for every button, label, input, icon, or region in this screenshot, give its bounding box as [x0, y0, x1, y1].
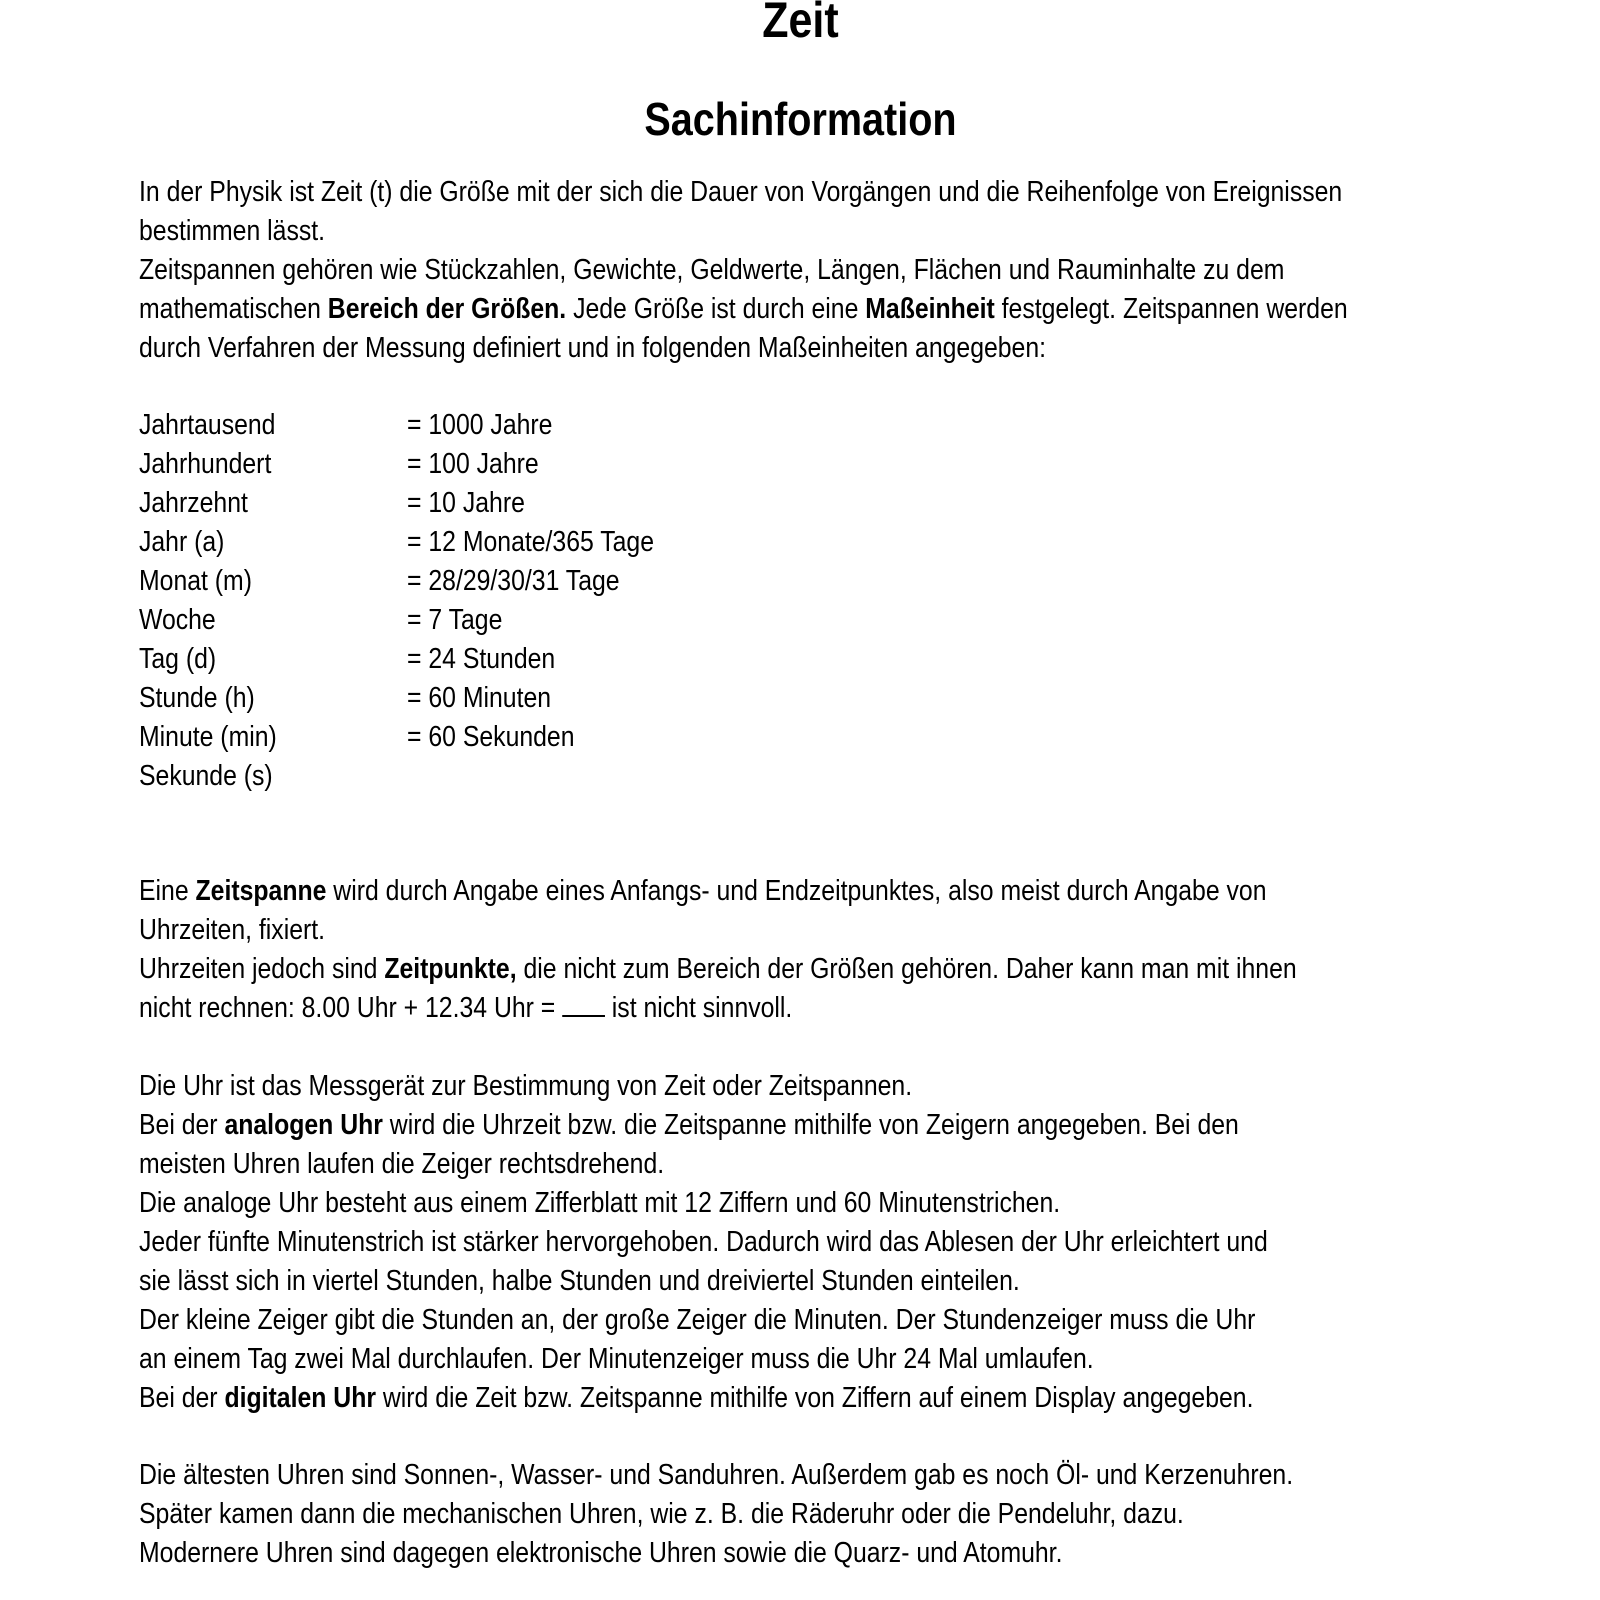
bold-term-bereich-der-groessen: Bereich der Größen.	[327, 293, 567, 325]
bold-term-masseinheit: Maßeinheit	[865, 293, 995, 325]
page-title-text: Zeit	[761, 0, 839, 48]
zeitspanne-line-1	[139, 872, 1266, 911]
text-run: nicht rechnen: 8.00 Uhr + 12.34 Uhr =	[139, 992, 563, 1024]
text-run: festgelegt. Zeitspannen werden	[994, 293, 1348, 325]
unit-name: Jahrtausend	[139, 409, 276, 441]
unit-value: = 12 Monate/365 Tage	[407, 526, 655, 558]
text-run: mathematischen	[139, 293, 328, 325]
unit-name: Tag (d)	[139, 643, 217, 675]
intro-line-3: Zeitspannen gehören wie Stückzahlen, Gewichte, Geldwerte, Längen, Flächen und Rauminhalte zu dem	[139, 254, 1285, 286]
text-run: Bei der	[139, 1382, 225, 1414]
unit-value: = 7 Tage	[407, 604, 503, 636]
uhr-line-3: meisten Uhren laufen die Zeiger rechtsdrehend.	[139, 1148, 665, 1180]
unit-value: = 60 Sekunden	[407, 721, 575, 753]
zeitspanne-line-3	[139, 950, 1297, 989]
uhr-line-9	[139, 1379, 1253, 1418]
text-run: Uhrzeiten jedoch sind	[139, 953, 385, 985]
zeitspanne-line-4	[139, 989, 792, 1028]
bold-term-digitalen-uhr: digitalen Uhr	[224, 1382, 376, 1414]
text-run: Eine	[139, 875, 196, 907]
text-run: Bei der	[139, 1109, 225, 1141]
geschichte-line-3: Modernere Uhren sind dagegen elektronische Uhren sowie die Quarz- und Atomuhr.	[139, 1537, 1063, 1569]
unit-value: = 60 Minuten	[407, 682, 552, 714]
section-title-text: Sachinformation	[643, 93, 957, 145]
section-title	[0, 91, 1600, 147]
unit-name: Woche	[139, 604, 216, 636]
intro-line-5: durch Verfahren der Messung definiert und in folgenden Maßeinheiten angegeben:	[139, 332, 1047, 364]
geschichte-line-2: Später kamen dann die mechanischen Uhren, wie z. B. die Räderuhr oder die Pendeluhr, dazu.	[139, 1498, 1184, 1530]
uhr-line-8: an einem Tag zwei Mal durchlaufen. Der Minutenzeiger muss die Uhr 24 Mal umlaufen.	[139, 1343, 1094, 1375]
text-run: ist nicht sinnvoll.	[604, 992, 793, 1024]
unit-value: = 28/29/30/31 Tage	[407, 565, 620, 597]
bold-term-zeitpunkte: Zeitpunkte,	[384, 953, 517, 985]
unit-value: = 100 Jahre	[407, 448, 539, 480]
unit-name: Sekunde (s)	[139, 760, 273, 792]
zeitspanne-line-2: Uhrzeiten, fixiert.	[139, 914, 326, 946]
answer-blank	[562, 993, 605, 1017]
uhr-line-4: Die analoge Uhr besteht aus einem Zifferblatt mit 12 Ziffern und 60 Minutenstrichen.	[139, 1187, 1061, 1219]
intro-line-4	[139, 290, 1348, 329]
uhr-line-1: Die Uhr ist das Messgerät zur Bestimmung von Zeit oder Zeitspannen.	[139, 1070, 913, 1102]
intro-line-1: In der Physik ist Zeit (t) die Größe mit der sich die Dauer von Vorgängen und die Reihenfolge von Ereignissen	[139, 176, 1343, 208]
page-title	[0, 0, 1600, 50]
unit-name: Jahrhundert	[139, 448, 272, 480]
unit-value: = 1000 Jahre	[407, 409, 553, 441]
unit-name: Monat (m)	[139, 565, 252, 597]
unit-value: = 10 Jahre	[407, 487, 525, 519]
uhr-line-5: Jeder fünfte Minutenstrich ist stärker hervorgehoben. Dadurch wird das Ablesen der Uhr erleichtert und	[139, 1226, 1268, 1258]
unit-name: Jahrzehnt	[139, 487, 248, 519]
text-run: Jede Größe ist durch eine	[566, 293, 866, 325]
text-run: wird durch Angabe eines Anfangs- und Endzeitpunktes, also meist durch Angabe von	[326, 875, 1267, 907]
text-run: wird die Uhrzeit bzw. die Zeitspanne mithilfe von Zeigern angegeben. Bei den	[382, 1109, 1239, 1141]
bold-term-zeitspanne: Zeitspanne	[195, 875, 327, 907]
text-run: die nicht zum Bereich der Größen gehören. Daher kann man mit ihnen	[516, 953, 1297, 985]
unit-name: Jahr (a)	[139, 526, 225, 558]
intro-line-2: bestimmen lässt.	[139, 215, 326, 247]
unit-value: = 24 Stunden	[407, 643, 556, 675]
bold-term-analogen-uhr: analogen Uhr	[224, 1109, 383, 1141]
uhr-line-6: sie lässt sich in viertel Stunden, halbe Stunden und dreiviertel Stunden einteilen.	[139, 1265, 1020, 1297]
text-run: wird die Zeit bzw. Zeitspanne mithilfe von Ziffern auf einem Display angegeben.	[375, 1382, 1254, 1414]
unit-name: Stunde (h)	[139, 682, 255, 714]
uhr-line-7: Der kleine Zeiger gibt die Stunden an, der große Zeiger die Minuten. Der Stundenzeiger muss die Uhr	[139, 1304, 1256, 1336]
geschichte-line-1: Die ältesten Uhren sind Sonnen-, Wasser- und Sanduhren. Außerdem gab es noch Öl- und Kerzenuhren.	[139, 1459, 1294, 1491]
unit-name: Minute (min)	[139, 721, 277, 753]
uhr-line-2	[139, 1106, 1239, 1145]
